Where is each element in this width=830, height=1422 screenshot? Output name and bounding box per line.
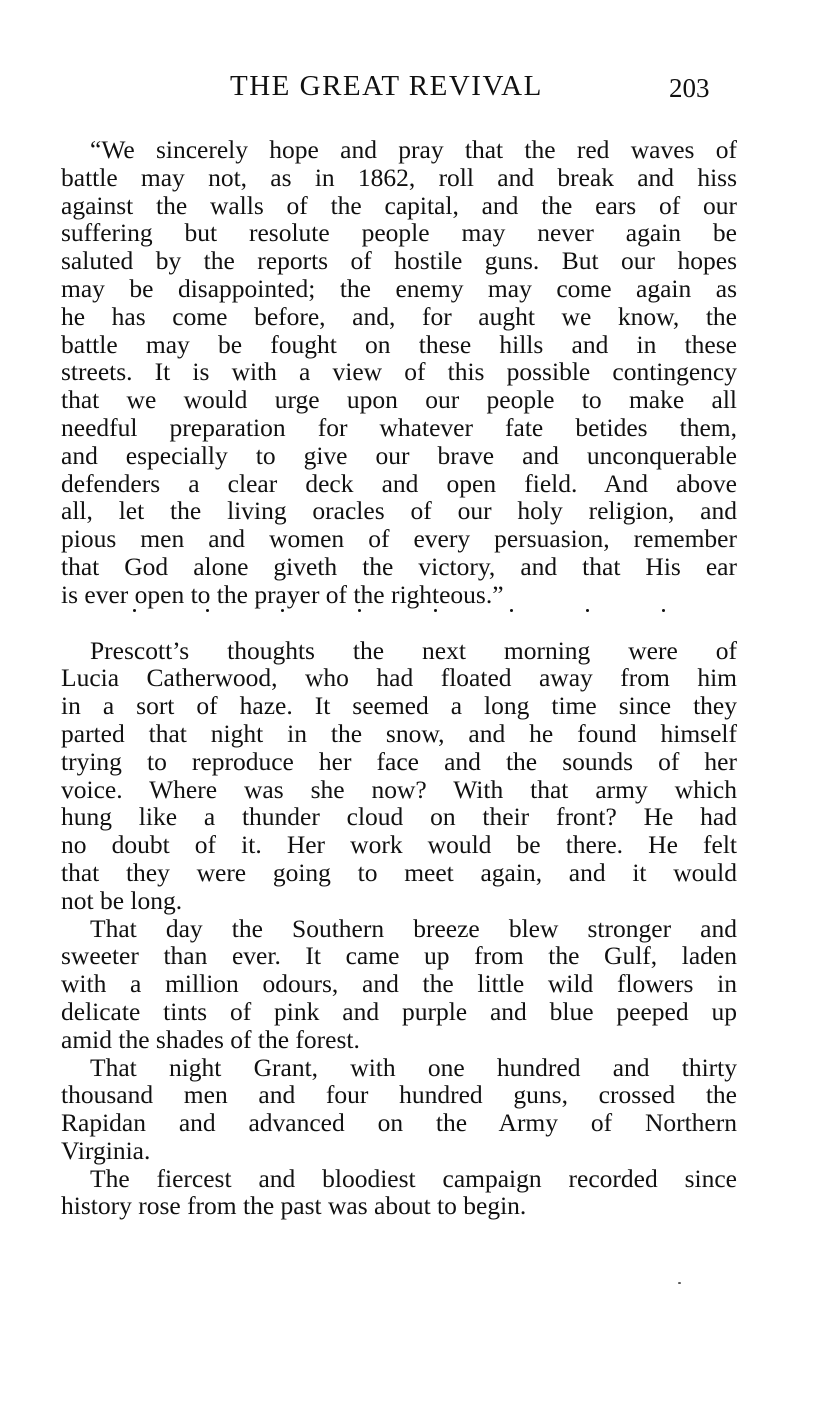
text-line: may be disappointed; the enemy may come again as	[61, 273, 737, 303]
text-line: is ever open to the prayer of the righteous.”	[61, 579, 504, 609]
section-break-dot	[281, 609, 284, 612]
section-break-dot	[206, 609, 209, 612]
text-line: suffering but resolute people may never again be	[61, 218, 737, 248]
text-line: saluted by the reports of hostile guns. But our hopes	[61, 246, 737, 276]
text-line: that God alone giveth the victory, and that His ear	[61, 551, 737, 581]
section-break-dot	[133, 609, 136, 612]
body-text	[61, 136, 737, 1220]
paragraph	[61, 637, 737, 915]
running-head	[0, 70, 830, 110]
text-line: no doubt of it. Her work would be there. He felt	[61, 830, 737, 860]
page-number: 203	[669, 73, 710, 103]
running-title: THE GREAT REVIVAL	[230, 70, 543, 102]
text-line: That night Grant, with one hundred and thirty	[90, 1052, 737, 1082]
text-line: Prescott’s thoughts the next morning were of	[90, 635, 737, 665]
text-line: amid the shades of the forest.	[61, 1024, 360, 1054]
text-line: he has come before, and, for aught we know, the	[61, 301, 737, 331]
text-line: That day the Southern breeze blew stronger and	[90, 913, 737, 943]
section-break-dot	[358, 609, 361, 612]
text-line: battle may be fought on these hills and in these	[61, 329, 737, 359]
text-line: that we would urge upon our people to make all	[61, 385, 737, 415]
paragraph	[61, 1054, 737, 1165]
text-line: in a sort of haze. It seemed a long time since they	[61, 691, 737, 721]
section-break-dot	[586, 609, 589, 612]
text-line: not be long.	[61, 885, 183, 915]
text-line: against the walls of the capital, and the ears of our	[61, 190, 737, 220]
text-line: needful preparation for whatever fate betides them,	[61, 412, 737, 442]
text-line: Lucia Catherwood, who had floated away from him	[61, 663, 737, 693]
text-line: all, let the living oracles of our holy religion, and	[61, 496, 737, 526]
section-break-dot	[662, 609, 665, 612]
section-break-dot	[434, 609, 437, 612]
text-line: battle may not, as in 1862, roll and break and hiss	[61, 162, 737, 192]
section-break-dot	[510, 609, 513, 612]
scan-speck	[678, 1282, 681, 1284]
text-line: defenders a clear deck and open field. And above	[61, 468, 737, 498]
text-line: and especially to give our brave and unconquerable	[61, 440, 737, 470]
text-line: that they were going to meet again, and it would	[61, 857, 737, 887]
text-line: parted that night in the snow, and he found himself	[61, 718, 737, 748]
text-line: streets. It is with a view of this possible contingency	[61, 357, 737, 387]
quoted-paragraph	[61, 136, 737, 609]
text-line: trying to reproduce her face and the sounds of her	[61, 746, 737, 776]
text-line: “We sincerely hope and pray that the red waves of	[90, 135, 737, 164]
text-line: Virginia.	[61, 1135, 151, 1165]
paragraph	[61, 915, 737, 1054]
text-line: voice. Where was she now? With that army which	[61, 774, 737, 804]
text-line: hung like a thunder cloud on their front? He had	[61, 802, 737, 832]
text-line: pious men and women of every persuasion, remember	[61, 524, 737, 554]
text-line: history rose from the past was about to begin.	[61, 1191, 527, 1221]
text-line: The fiercest and bloodiest campaign recorded since	[90, 1163, 737, 1193]
section-break-dots	[61, 609, 737, 637]
text-line: thousand men and four hundred guns, crossed the	[61, 1080, 737, 1110]
text-line: with a million odours, and the little wild flowers in	[61, 969, 737, 999]
paragraph	[61, 1165, 737, 1221]
text-line: sweeter than ever. It came up from the Gulf, laden	[61, 941, 737, 971]
text-line: Rapidan and advanced on the Army of Northern	[61, 1108, 737, 1138]
text-line: delicate tints of pink and purple and blue peeped up	[61, 996, 737, 1026]
